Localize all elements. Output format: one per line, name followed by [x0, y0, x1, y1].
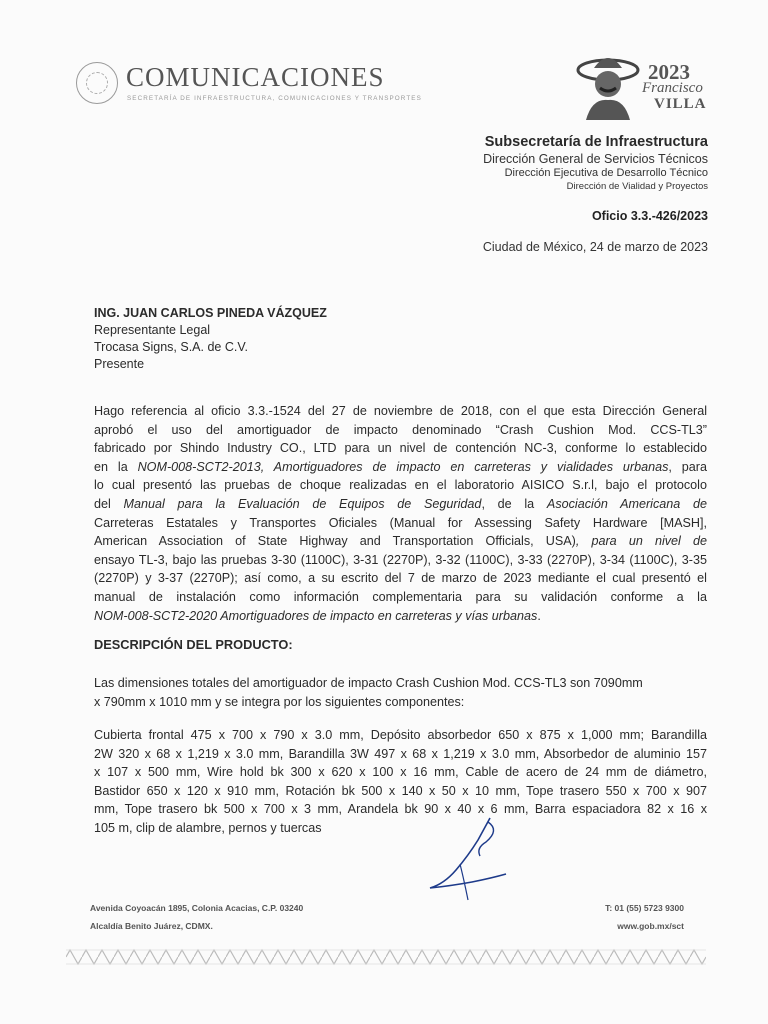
decorative-border-pattern [66, 946, 706, 968]
footer-phone: T: 01 (55) 5723 9300 [605, 903, 684, 913]
text-line: Cubierta frontal 475 x 700 x 790 x 3.0 mm, Depósito absorbedor 650 x 875 x 1,000 mm; Barandilla [94, 728, 707, 742]
paragraph-dimensions [94, 674, 707, 711]
text-line: aprobó el uso del amortiguador de impacto denominado “Crash Cushion Mod. CCS-TL3” [94, 422, 707, 437]
footer-address-line1: Avenida Coyoacán 1895, Colonia Acacias, C.P. 03240 [90, 903, 304, 913]
year-name: Francisco [642, 80, 703, 96]
text-line: del Manual para la Evaluación de Equipos de Seguridad, de la Asociación Americana de [94, 496, 708, 511]
footer-address-line2: Alcaldía Benito Juárez, CDMX. [90, 921, 213, 931]
addressee-greeting: Presente [94, 357, 145, 371]
subsecretaria: Subsecretaría de Infraestructura [484, 134, 708, 150]
year-number: 2023 [648, 60, 690, 84]
portrait-icon [572, 48, 644, 120]
signature-mark [360, 812, 540, 912]
ministry-logo-text: COMUNICACIONES [126, 62, 385, 92]
addressee-company: Trocasa Signs, S.A. de C.V. [94, 340, 249, 354]
text-line: x 107 x 500 mm, Wire hold bk 300 x 620 x 100 x 16 mm, Cable de acero de 24 mm de diámetro, [94, 765, 707, 780]
text-line: ensayo TL-3, bajo las pruebas 3-30 (1100C), 3-31 (2270P), 3-32 (1100C), 3-33 (2270P), 3-34 (1100C), 3-35 [94, 552, 707, 567]
text-line: manual de instalación como información complementaria para su validación conforme a la [94, 589, 707, 604]
text-line: lo cual presentó las pruebas de choque realizadas en el laboratorio AISICO S.r.l, bajo el protocolo [94, 478, 707, 493]
text-line: (2270P) y 3-37 (2270P); así como, a su escrito del 7 de marzo de 2023 mediante el cual presentó el [94, 571, 707, 586]
direccion-ejecutiva: Dirección Ejecutiva de Desarrollo Técnico [504, 167, 708, 179]
text-line: 105 m, clip de alambre, pernos y tuercas [94, 820, 322, 835]
addressee-role: Representante Legal [94, 323, 211, 337]
place-date: Ciudad de México, 24 de marzo de 2023 [482, 240, 708, 254]
text-line: Bastidor 650 x 120 x 910 mm, Rotación bk 500 x 140 x 50 x 10 mm, Tope trasero 550 x 700 x 907 [94, 783, 707, 798]
text-line: mm, Tope trasero bk 500 x 700 x 3 mm, Arandela bk 90 x 40 x 6 mm, Barra espaciadora 82 x 16 x [94, 802, 707, 817]
text-line: Las dimensiones totales del amortiguador de impacto Crash Cushion Mod. CCS-TL3 son 7090mm [94, 676, 643, 690]
ministry-logo-subtext: SECRETARÍA DE INFRAESTRUCTURA, COMUNICACIONES Y TRANSPORTES [127, 95, 422, 102]
text-line: x 790mm x 1010 mm y se integra por los siguientes componentes: [94, 694, 465, 709]
paragraph-reference [94, 402, 707, 625]
text-line: fabricado por Shindo Industry CO., LTD para un nivel de contención NC-3, conforme lo establecido [94, 441, 707, 456]
text-line: Hago referencia al oficio 3.3.-1524 del 27 de noviembre de 2018, con el que esta Dirección General [94, 404, 707, 418]
text-line: 2W 320 x 68 x 1,219 x 3.0 mm, Barandilla 3W 497 x 68 x 1,219 x 3.0 mm, Absorbedor de aluminio 157 [94, 746, 707, 761]
oficio-number: Oficio 3.3.-426/2023 [591, 209, 708, 223]
addressee-name: ING. JUAN CARLOS PINEDA VÁZQUEZ [94, 306, 327, 320]
text-line: en la NOM-008-SCT2-2013, Amortiguadores de impacto en carreteras y vialidades urbanas, para [94, 459, 707, 474]
government-seal-icon [76, 62, 118, 104]
direccion: Dirección de Vialidad y Proyectos [566, 181, 708, 192]
year-badge [572, 48, 712, 128]
text-line: Carreteras Estatales y Transportes Oficiales (Manual for Assessing Safety Hardware [MASH], [94, 515, 707, 530]
footer-website[interactable]: www.gob.mx/sct [617, 921, 684, 931]
year-surname: VILLA [654, 96, 707, 112]
text-line: NOM-008-SCT2-2020 Amortiguadores de impacto en carreteras y vías urbanas. [94, 608, 541, 623]
direccion-general: Dirección General de Servicios Técnicos [483, 152, 708, 166]
section-heading: DESCRIPCIÓN DEL PRODUCTO: [94, 637, 293, 652]
text-line: American Association of State Highway and Transportation Officials, USA), para un nivel de [94, 534, 707, 549]
